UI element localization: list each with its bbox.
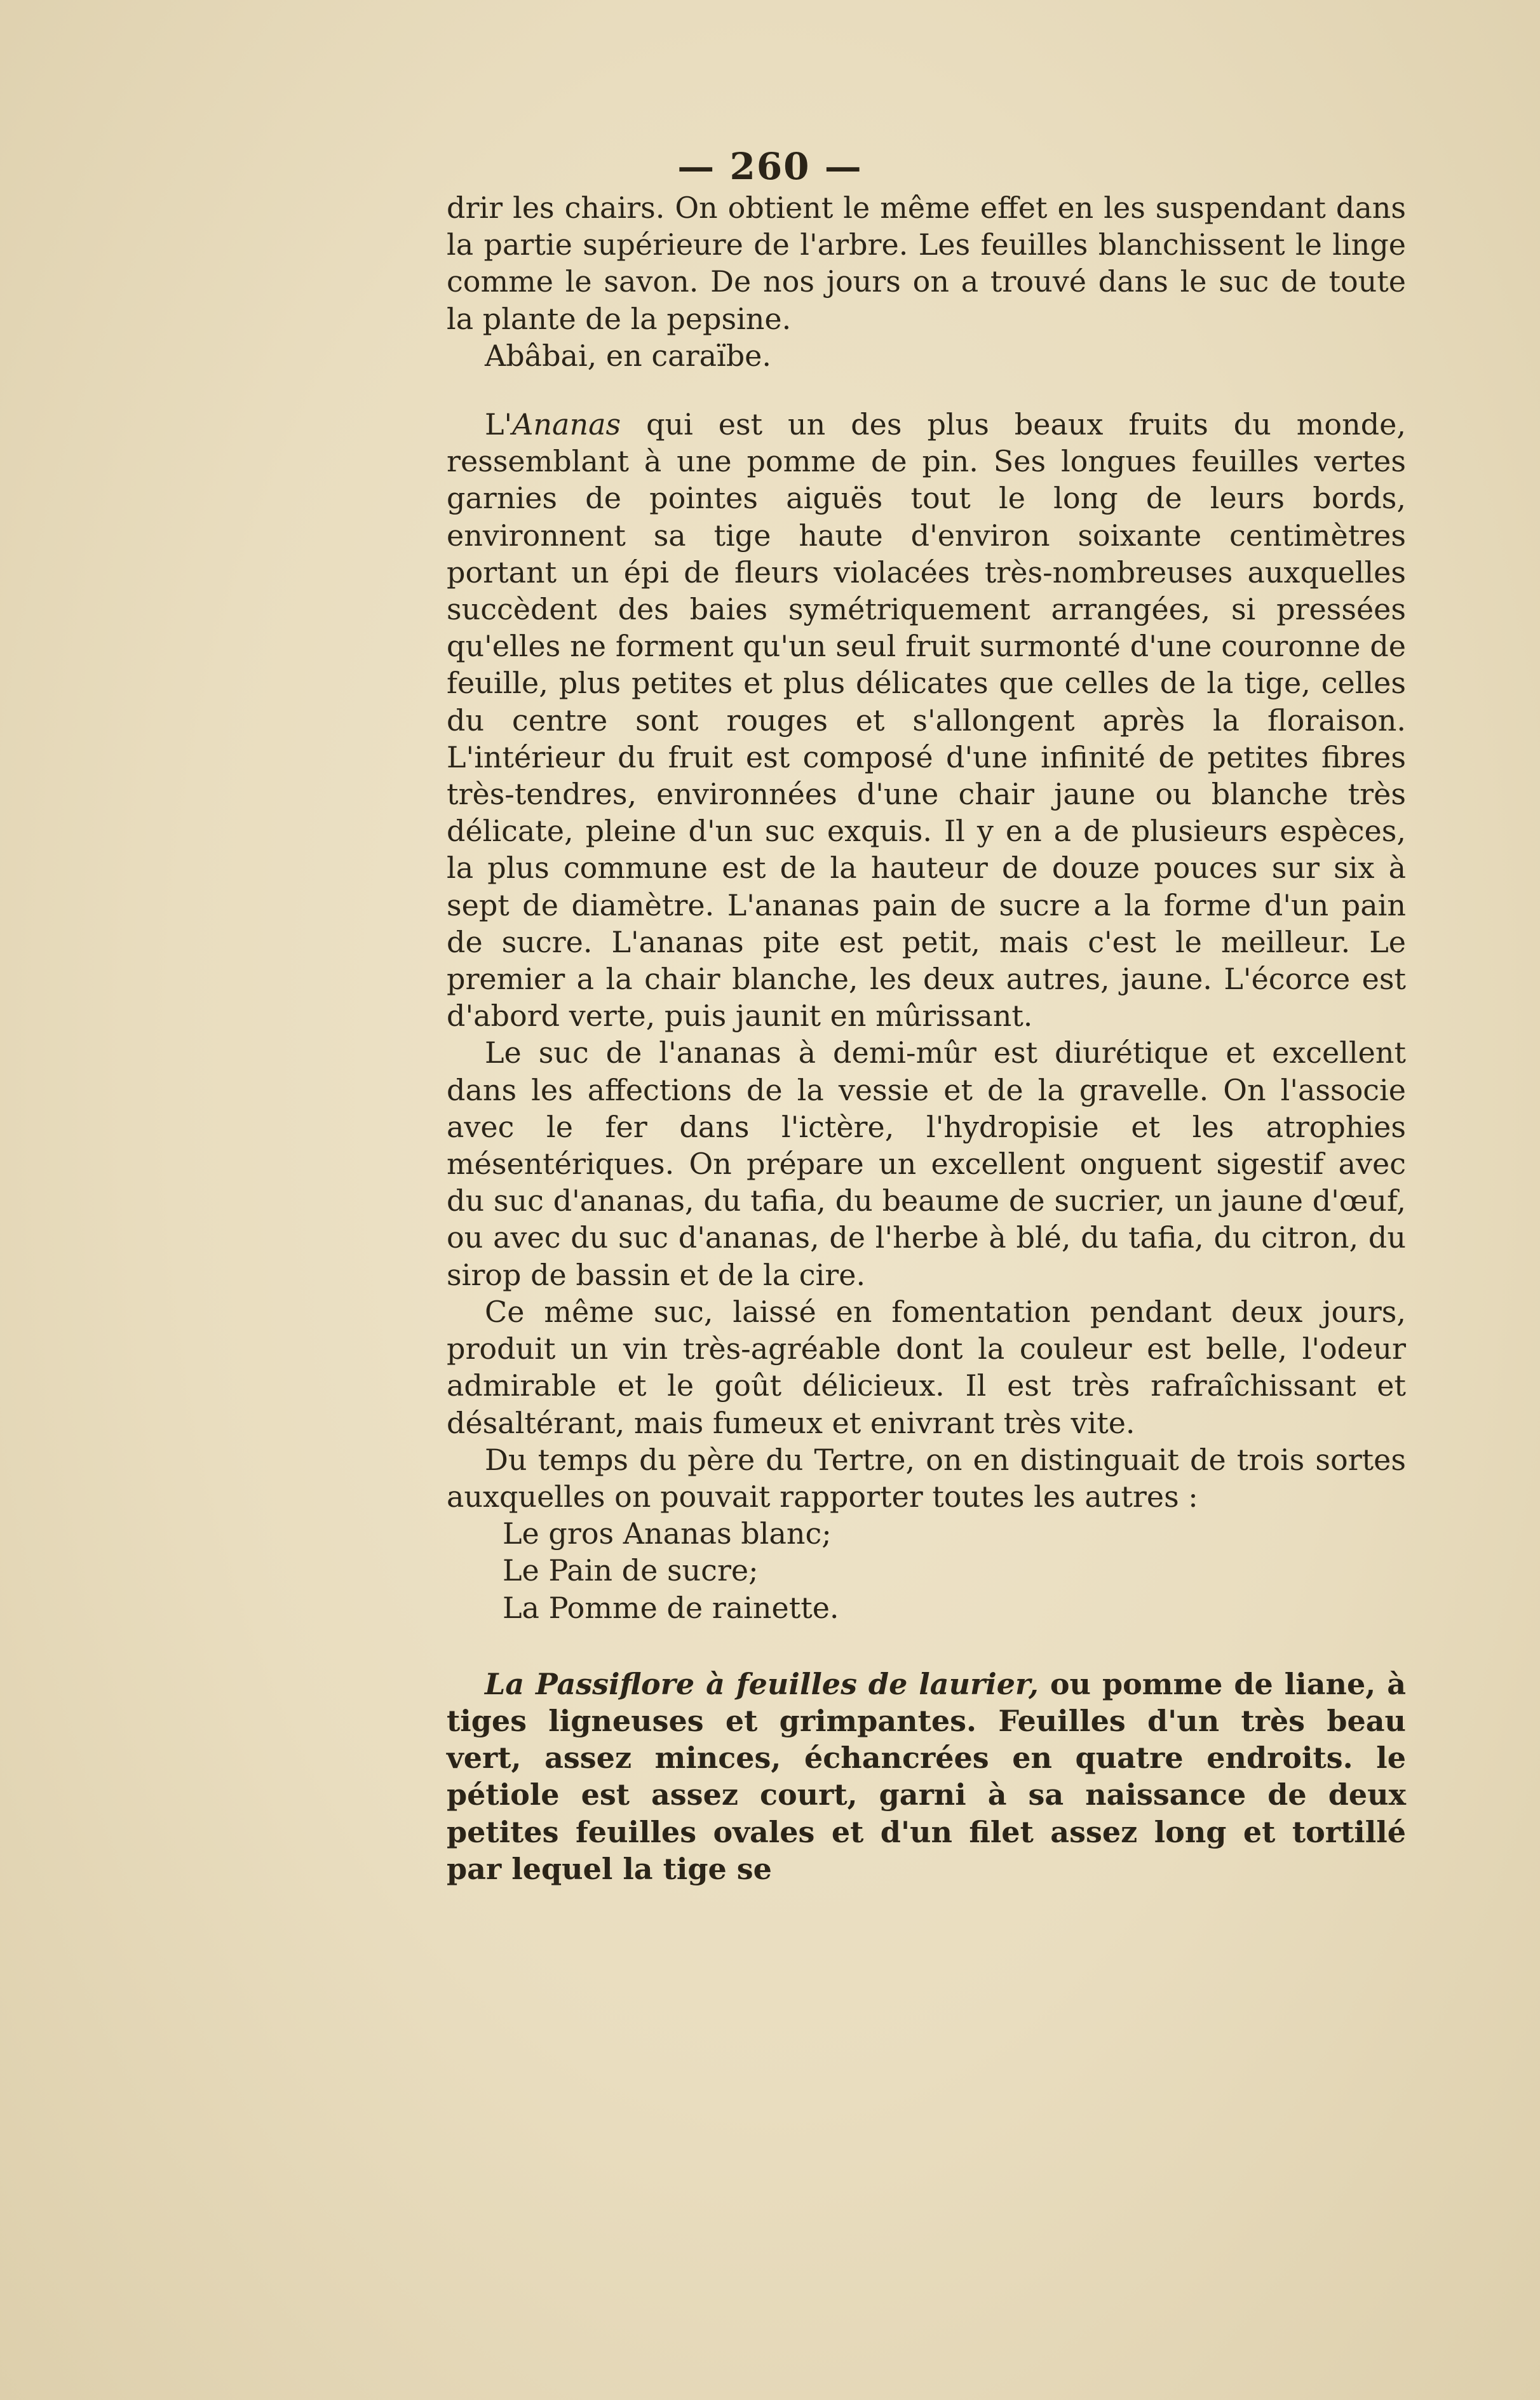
paragraph-ananas — [447, 406, 1406, 1034]
variety-list-item: Le gros Ananas blanc; — [503, 1516, 832, 1551]
paragraph-spacer — [447, 374, 1406, 406]
paragraph-passiflore — [447, 1666, 1406, 1887]
page-number: — 260 — — [677, 145, 863, 188]
paragraph-caribbean-name: Abâbai, en caraïbe. — [485, 338, 771, 373]
body-text — [447, 189, 1406, 1887]
paragraph-continuation: drir les chairs. On obtient le même effet en les suspendant dans la partie supérieure de l'arbre. Les feuilles blanchissent le linge comme le savon. De nos jours on a trouvé dans le suc de toute la plante de la pepsine. — [447, 191, 1406, 336]
ananas-term: Ananas — [512, 407, 621, 442]
variety-list-item: Le Pain de sucre; — [503, 1553, 759, 1588]
passiflore-term: La Passiflore à feuilles de laurier, — [485, 1666, 1039, 1701]
paragraph-ananas-wine: Ce même suc, laissé en fomentation pendant deux jours, produit un vin très-agréable dont la couleur est belle, l'odeur admirable et le goût délicieux. Il est très rafraîchissant et désaltérant, mais fumeux et enivrant très vite. — [447, 1294, 1406, 1440]
ananas-prefix: L' — [485, 407, 513, 442]
paragraph-ananas-varieties: Du temps du père du Tertre, on en distinguait de trois sortes auxquelles on pouvait rapporter toutes les autres : — [447, 1442, 1406, 1514]
paragraph-spacer — [447, 1626, 1406, 1666]
passiflore-description: ou pomme de liane, à tiges ligneuses et grimpantes. Feuilles d'un très beau vert, assez minces, échancrées en quatre endroits. le pétiole est assez court, garni à sa naissance de deux petites feuilles ovales et d'un filet assez long et tortillé par lequel la tige se — [447, 1666, 1406, 1886]
paragraph-ananas-medicinal: Le suc de l'ananas à demi-mûr est diurétique et excellent dans les affections de la vessie et de la gravelle. On l'associe avec le fer dans l'ictère, l'hydropisie et les atrophies mésentériques. On prépare un excellent onguent sigestif avec du suc d'ananas, du tafia, du beaume de sucrier, un jaune d'œuf, ou avec du suc d'ananas, de l'herbe à blé, du tafia, du citron, du sirop de bassin et de la cire. — [447, 1035, 1406, 1292]
ananas-description: qui est un des plus beaux fruits du monde, ressemblant à une pomme de pin. Ses longues feuilles vertes garnies de pointes aiguës tout le long de leurs bords, environnent sa tige haute d'environ soixante centimètres portant un épi de fleurs violacées très-nombreuses auxquelles succèdent des baies symétriquement arrangées, si pressées qu'elles ne forment qu'un seul fruit surmonté d'une couronne de feuille, plus petites et plus délicates que celles de la tige, celles du centre sont rouges et s'allongent après la floraison. L'intérieur du fruit est composé d'une infinité de petites fibres très-tendres, environnées d'une chair jaune ou blanche très délicate, pleine d'un suc exquis. Il y en a de plusieurs espèces, la plus commune est de la hauteur de douze pouces sur six à sept de diamètre. L'ananas pain de sucre a la forme d'un pain de sucre. L'ananas pite est petit, mais c'est le meilleur. Le premier a la chair blanche, les deux autres, jaune. L'écorce est d'abord verte, puis jaunit en mûrissant. — [447, 407, 1406, 1034]
variety-list-item: La Pomme de rainette. — [503, 1590, 839, 1625]
